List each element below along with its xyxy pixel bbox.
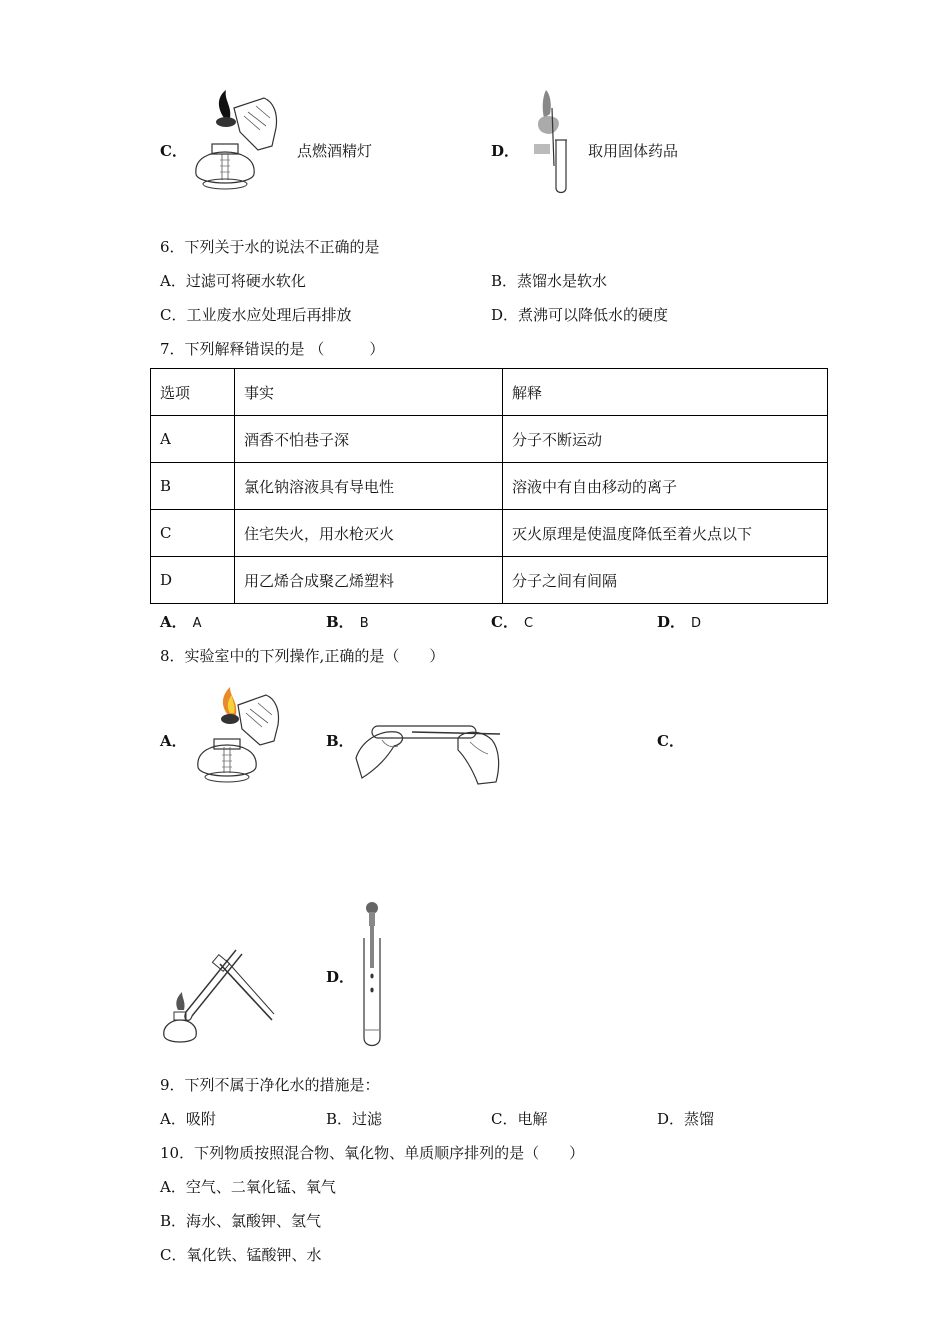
option-label: A． xyxy=(160,613,187,631)
q5-option-c-text: 点燃酒精灯 xyxy=(297,142,373,160)
option-label: D． xyxy=(657,613,686,631)
table-cell: 酒香不怕巷子深 xyxy=(235,416,503,463)
q9-stem: 9．下列不属于净化水的措施是： xyxy=(160,1076,380,1094)
table-row xyxy=(151,557,828,604)
q8-option-a-label: A． xyxy=(160,732,187,750)
q9-option-b: B．过滤 xyxy=(326,1110,383,1128)
q7-stem: 7．下列解释错误的是 （ ） xyxy=(160,340,385,358)
q6-stem: 6．下列关于水的说法不正确的是 xyxy=(160,238,380,256)
option-label: C． xyxy=(491,613,518,631)
alcohol-lamp-lit-by-lamp-illustration xyxy=(186,88,286,196)
q6-option-d: D．煮沸可以降低水的硬度 xyxy=(491,306,669,324)
q10-option-c: C．氧化铁、锰酸钾、水 xyxy=(160,1246,322,1264)
q10-option-b: B．海水、氯酸钾、氢气 xyxy=(160,1212,322,1230)
option-value: A xyxy=(192,616,202,631)
q6-option-a: A．过滤可将硬水软化 xyxy=(160,272,306,290)
table-cell: 住宅失火，用水枪灭火 xyxy=(235,510,503,557)
table-cell: 溶液中有自由移动的离子 xyxy=(503,463,828,510)
q8-option-b-label: B． xyxy=(326,732,354,750)
table-cell: C xyxy=(151,510,235,557)
q8-option-d-label: D． xyxy=(326,968,355,986)
q7-option-d xyxy=(657,611,701,632)
q9-option-d: D．蒸馏 xyxy=(657,1110,715,1128)
table-cell: A xyxy=(151,416,235,463)
q7-option-b xyxy=(326,611,369,632)
q10-option-a: A．空气、二氧化锰、氧气 xyxy=(160,1178,336,1196)
table-header-cell: 解释 xyxy=(503,369,828,416)
q7-table xyxy=(150,368,828,604)
table-cell: 灭火原理是使温度降低至着火点以下 xyxy=(503,510,828,557)
q10-stem: 10．下列物质按照混合物、氧化物、单质顺序排列的是（ ） xyxy=(160,1144,585,1162)
table-cell: 分子不断运动 xyxy=(503,416,828,463)
q6-option-c: C．工业废水应处理后再排放 xyxy=(160,306,352,324)
q6-option-b: B．蒸馏水是软水 xyxy=(491,272,608,290)
option-value: D xyxy=(691,616,702,631)
alcohol-lamp-lit-by-match-illustration xyxy=(186,683,286,787)
q7-option-c xyxy=(491,611,533,632)
option-label: B． xyxy=(326,613,354,631)
q9-option-a: A．吸附 xyxy=(160,1110,216,1128)
table-row xyxy=(151,463,828,510)
q7-option-a xyxy=(160,611,202,632)
hands-holding-test-tube-illustration xyxy=(352,712,504,790)
table-row xyxy=(151,416,828,463)
option-value: B xyxy=(359,616,369,631)
table-header-row xyxy=(151,369,828,416)
heating-test-tube-on-stand-illustration xyxy=(156,940,280,1048)
table-row xyxy=(151,510,828,557)
q9-option-c: C．电解 xyxy=(491,1110,548,1128)
table-cell: 分子之间有间隔 xyxy=(503,557,828,604)
q5-option-c-label: C． xyxy=(160,142,187,160)
table-cell: B xyxy=(151,463,235,510)
q8-stem: 8．实验室中的下列操作,正确的是（ ） xyxy=(160,647,445,665)
table-header-cell: 选项 xyxy=(151,369,235,416)
q8-option-c-label: C． xyxy=(657,732,684,750)
option-value: C xyxy=(523,616,534,631)
solid-reagent-test-tube-illustration xyxy=(528,88,578,198)
q5-option-d-text: 取用固体药品 xyxy=(588,142,679,160)
q5-option-d-label: D． xyxy=(491,142,520,160)
table-header-cell: 事实 xyxy=(235,369,503,416)
table-cell: 氯化钠溶液具有导电性 xyxy=(235,463,503,510)
dropper-into-test-tube-illustration xyxy=(356,898,388,1048)
table-cell: D xyxy=(151,557,235,604)
table-cell: 用乙烯合成聚乙烯塑料 xyxy=(235,557,503,604)
